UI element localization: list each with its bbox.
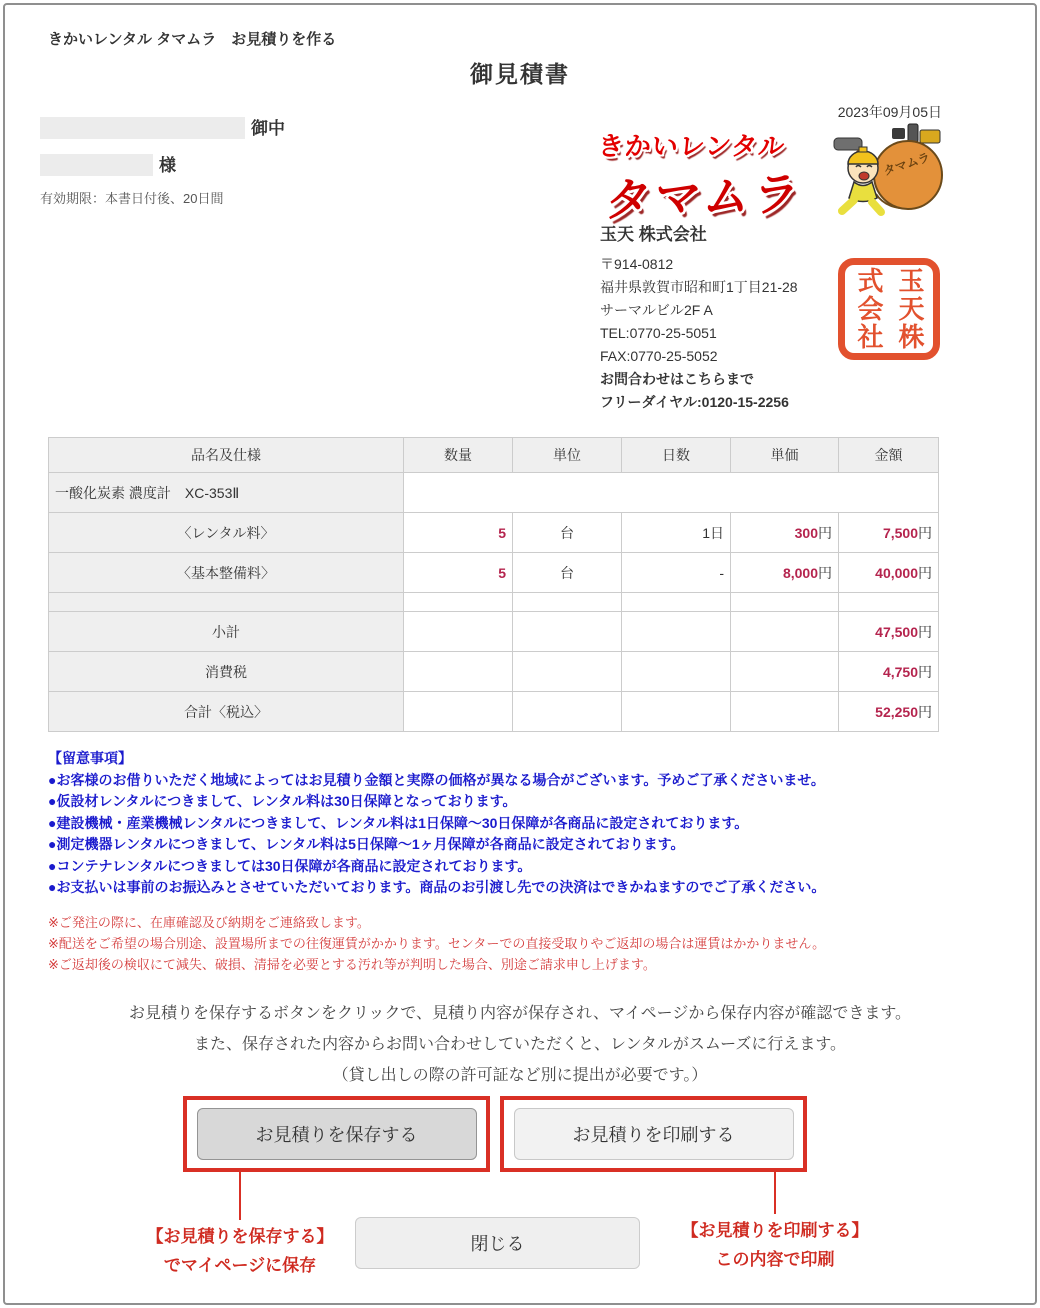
recipient-person-redacted	[40, 154, 153, 176]
svg-text:タマムラ: タマムラ	[881, 150, 932, 179]
note-blue-item: ●お支払いは事前のお振込みとさせていただいております。商品のお引渡し先での決済はできかねますのでご了承ください。	[48, 879, 826, 895]
col-header-item: 品名及仕様	[49, 438, 404, 473]
mascot-illustration	[818, 118, 950, 227]
validity-note: 有効期限：本書日付後、20日間	[40, 191, 224, 206]
maintenance-label: 〈基本整備料〉	[49, 553, 404, 593]
recipient-person-row	[40, 151, 285, 176]
print-annotation-line1: 【お見積りを印刷する】	[681, 1221, 869, 1240]
description-line1: お見積りを保存するボタンをクリックで、見積り内容が保存され、マイページから保存内容が確認できます。	[128, 1005, 912, 1022]
save-estimate-button[interactable]: お見積りを保存する	[197, 1108, 477, 1160]
vendor-fax: FAX:0770-25-5052	[600, 348, 718, 364]
logo-text-top: きかいレンタル	[596, 131, 787, 161]
maintenance-unit-price: 8,000円	[731, 553, 839, 593]
rental-label: 〈レンタル料〉	[49, 513, 404, 553]
description-line3: （貸し出しの際の許可証など別に提出が必要です。）	[332, 1067, 708, 1084]
save-button-highlight-box	[183, 1096, 490, 1172]
col-header-days: 日数	[622, 438, 731, 473]
table-row-subtotal	[49, 612, 939, 652]
note-blue-item: ●コンテナレンタルにつきましては30日保障が各商品に設定されております。	[48, 857, 532, 874]
company-seal-stamp	[838, 258, 940, 360]
maintenance-qty: 5	[498, 564, 506, 581]
recipient-block	[40, 114, 285, 207]
col-header-qty: 数量	[404, 438, 513, 473]
rental-unit: 台	[513, 513, 622, 553]
table-row-total	[49, 692, 939, 732]
seal-column-right: 玉天株	[895, 267, 924, 351]
print-button-highlight-box	[500, 1096, 807, 1172]
print-estimate-button[interactable]: お見積りを印刷する	[514, 1108, 794, 1160]
document-title: 御見積書	[470, 61, 570, 87]
vendor-address-line2: サーマルビル2F A	[600, 302, 713, 318]
maintenance-unit: 台	[513, 553, 622, 593]
save-annotation-connector	[239, 1168, 241, 1220]
recipient-company-row	[40, 114, 285, 139]
notes-title: 【留意事項】	[48, 750, 132, 766]
recipient-company-redacted	[40, 117, 245, 139]
note-blue-item: ●お客様のお借りいただく地域によってはお見積り金額と実際の価格が異なる場合がございます。予めご了承くださいませ。	[48, 771, 825, 788]
page-title: きかいレンタル タマムラ お見積りを作る	[48, 31, 337, 48]
rental-days: 1日	[622, 513, 731, 553]
vendor-free-dial: フリーダイヤル:0120-15-2256	[600, 394, 789, 410]
save-annotation-text	[80, 1222, 400, 1280]
note-red-item: ※配送をご希望の場合別途、設置場所までの往復運賃がかかります。センターでの直接受取りやご返却の場合は運賃はかかりません。	[48, 936, 826, 951]
rental-unit-price: 300円	[731, 513, 839, 553]
note-red-item: ※ご発注の際に、在庫確認及び納期をご連絡致します。	[48, 915, 370, 930]
col-header-unit: 単位	[513, 438, 622, 473]
company-honorific: 御中	[251, 119, 285, 138]
close-button[interactable]: 閉じる	[355, 1217, 640, 1269]
table-row-product	[49, 473, 939, 513]
tax-label: 消費税	[49, 652, 404, 692]
tax-amount: 4,750円	[839, 652, 939, 692]
total-amount: 52,250円	[839, 692, 939, 732]
print-annotation-connector	[774, 1168, 776, 1214]
note-blue-item: ●測定機器レンタルにつきまして、レンタル料は5日保障～1ヶ月保障が各商品に設定されております。	[48, 836, 685, 852]
person-honorific: 様	[159, 156, 176, 175]
vendor-contact-label: お問合わせはこちらまで	[600, 371, 754, 387]
product-empty-cells	[404, 473, 939, 513]
description-line2: また、保存された内容からお問い合わせしていただくと、レンタルがスムーズに行えます。	[193, 1036, 847, 1053]
document-date: 2023年09月05日	[837, 104, 942, 120]
mascot-worker-icon	[818, 118, 950, 222]
table-row-maintenance	[49, 553, 939, 593]
note-blue-item: ●仮設材レンタルにつきまして、レンタル料は30日保障となっております。	[48, 793, 517, 809]
table-row-tax	[49, 652, 939, 692]
vendor-postal-code: 〒914-0812	[600, 256, 674, 272]
subtotal-label: 小計	[49, 612, 404, 652]
product-name: 一酸化炭素 濃度計 XC-353Ⅱ	[49, 473, 404, 513]
maintenance-amount: 40,000円	[839, 553, 939, 593]
seal-column-left: 式会社	[854, 267, 883, 351]
save-description	[0, 998, 1040, 1091]
save-annotation-line2: でマイページに保存	[163, 1256, 317, 1275]
vendor-tel: TEL:0770-25-5051	[600, 325, 717, 341]
note-red-item: ※ご返却後の検収にて減失、破損、清掃を必要とする汚れ等が判明した場合、別途ご請求申し上げます。	[48, 957, 656, 972]
table-header-row	[49, 438, 939, 473]
table-row-rental	[49, 513, 939, 553]
rental-amount: 7,500円	[839, 513, 939, 553]
print-annotation-line2: この内容で印刷	[715, 1250, 835, 1269]
total-label: 合計〈税込〉	[49, 692, 404, 732]
subtotal-amount: 47,500円	[839, 612, 939, 652]
table-row-spacer	[49, 593, 939, 612]
col-header-unit-price: 単価	[731, 438, 839, 473]
vendor-address-block	[600, 253, 798, 414]
vendor-logo	[598, 126, 813, 227]
red-notes-section	[48, 912, 1008, 975]
rental-qty: 5	[498, 524, 506, 541]
save-annotation-line1: 【お見積りを保存する】	[146, 1227, 334, 1246]
col-header-amount: 金額	[839, 438, 939, 473]
notes-section	[48, 748, 998, 899]
estimate-table	[48, 437, 939, 732]
print-annotation-text	[615, 1216, 935, 1274]
vendor-address-line1: 福井県敦賀市昭和町1丁目21-28	[600, 279, 798, 295]
vendor-company-name: 玉天 株式会社	[600, 225, 707, 244]
note-blue-item: ●建設機械・産業機械レンタルにつきまして、レンタル料は1日保障～30日保障が各商品に設定されております。	[48, 814, 749, 831]
maintenance-days: -	[622, 553, 731, 593]
logo-text-bottom: タマムラ	[602, 167, 805, 227]
